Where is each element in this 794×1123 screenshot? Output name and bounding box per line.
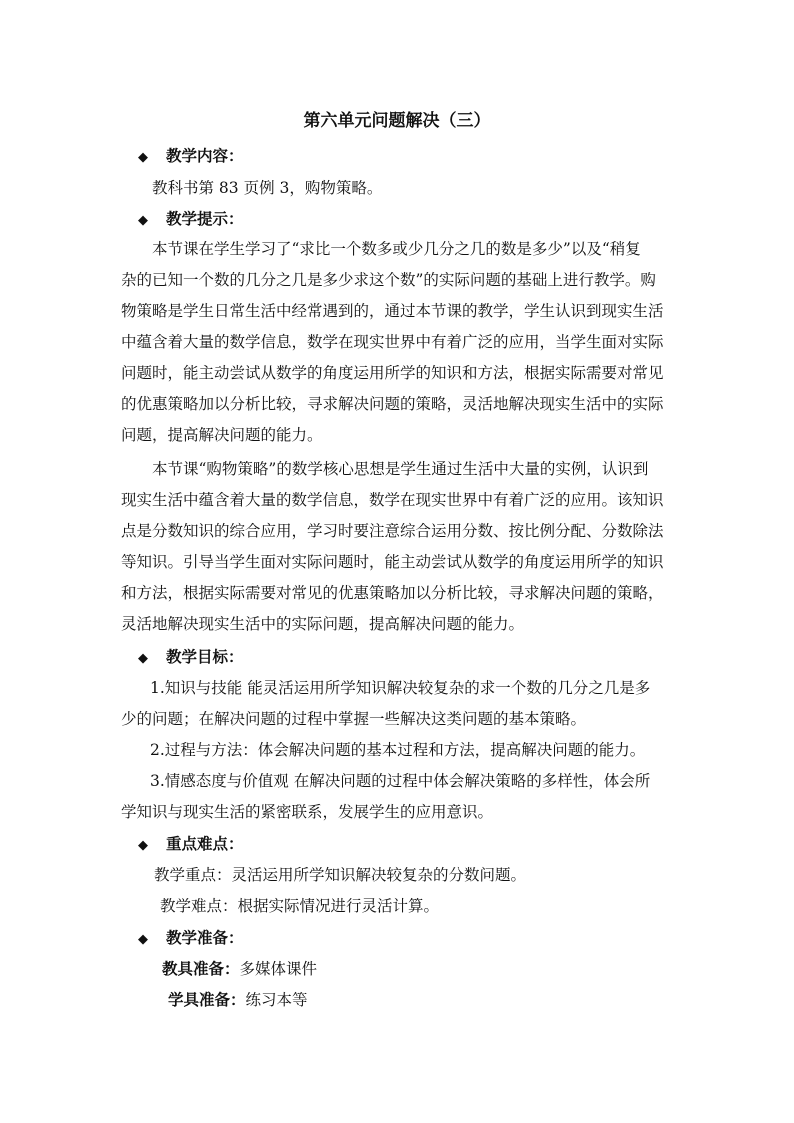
hints-para1-line: 的优惠策略加以分析比较，寻求解决问题的策略，灵活地解决现实生活中的实际 <box>121 395 664 413</box>
page-title: 第六单元问题解决（三） <box>303 111 491 131</box>
hints-para1-line: 问题，提高解决问题的能力。 <box>121 426 323 444</box>
hints-para2-line: 点是分数知识的综合应用，学习时要注意综合运用分数、按比例分配、分数除法 <box>121 522 664 540</box>
diamond-bullet-icon: ◆ <box>138 932 148 947</box>
content-text: 教科书第 83 页例 3，购物策略。 <box>152 179 383 197</box>
hints-para2-line: 和方法，根据实际需要对常见的优惠策略加以分析比较，寻求解决问题的策略， <box>121 584 664 602</box>
goal-3-line: 学知识与现实生活的紧密联系，发展学生的应用意识。 <box>121 803 494 821</box>
section-heading-prep: ◆ 教学准备： <box>138 928 244 947</box>
teaching-difficulty: 教学难点：根据实际情况进行灵活计算。 <box>160 897 440 915</box>
diamond-bullet-icon: ◆ <box>138 150 148 165</box>
teaching-focus: 教学重点：灵活运用所学知识解决较复杂的分数问题。 <box>154 866 527 884</box>
section-heading-hints: ◆ 教学提示： <box>138 209 244 228</box>
hints-para2-line: 等知识。引导当学生面对实际问题时，能主动尝试从数学的角度运用所学的知识 <box>121 553 664 571</box>
section-heading-keypoints: ◆ 重点难点： <box>138 834 244 853</box>
hints-para2-line: 灵活地解决现实生活中的实际问题，提高解决问题的能力。 <box>121 615 525 633</box>
goal-1-line: 1.知识与技能 能灵活运用所学知识解决较复杂的求一个数的几分之几是多 <box>150 679 651 697</box>
hints-para2-line: 现实生活中蕴含着大量的数学信息，数学在现实世界中有着广泛的应用。该知识 <box>121 491 664 509</box>
diamond-bullet-icon: ◆ <box>138 651 148 666</box>
teacher-prep-value: 多媒体课件 <box>239 960 318 978</box>
student-prep-label: 学具准备： <box>168 990 246 1009</box>
hints-para2-line: 本节课“购物策略”的数学核心思想是学生通过生活中大量的实例，认识到 <box>152 460 649 478</box>
hints-para1-line: 物策略是学生日常生活中经常遇到的，通过本节课的教学，学生认识到现实生活 <box>121 302 664 320</box>
section-heading-goals: ◆ 教学目标： <box>138 647 244 666</box>
student-prep <box>168 988 308 1010</box>
hints-para1-line: 本节课在学生学习了“求比一个数多或少几分之几的数是多少”以及“稍复 <box>152 240 641 258</box>
goal-2-line: 2.过程与方法：体会解决问题的基本过程和方法，提高解决问题的能力。 <box>150 741 646 759</box>
goal-3-line: 3.情感态度与价值观 在解决问题的过程中体会解决策略的多样性，体会所 <box>150 772 651 790</box>
teacher-prep-label: 教具准备： <box>162 959 240 978</box>
hints-para1-line: 问题时，能主动尝试从数学的角度运用所学的知识和方法，根据实际需要对常见 <box>121 364 664 382</box>
student-prep-value: 练习本等 <box>245 991 308 1009</box>
hints-para1-line: 中蕴含着大量的数学信息，数学在现实世界中有着广泛的应用，当学生面对实际 <box>121 333 664 351</box>
diamond-bullet-icon: ◆ <box>138 838 148 853</box>
section-heading-content: ◆ 教学内容： <box>138 146 244 165</box>
diamond-bullet-icon: ◆ <box>138 213 148 228</box>
hints-para1-line: 杂的已知一个数的几分之几是多少求这个数”的实际问题的基础上进行教学。购 <box>121 271 656 289</box>
teacher-prep <box>162 957 317 979</box>
goal-1-line: 少的问题；在解决问题的过程中掌握一些解决这类问题的基本策略。 <box>121 710 587 728</box>
